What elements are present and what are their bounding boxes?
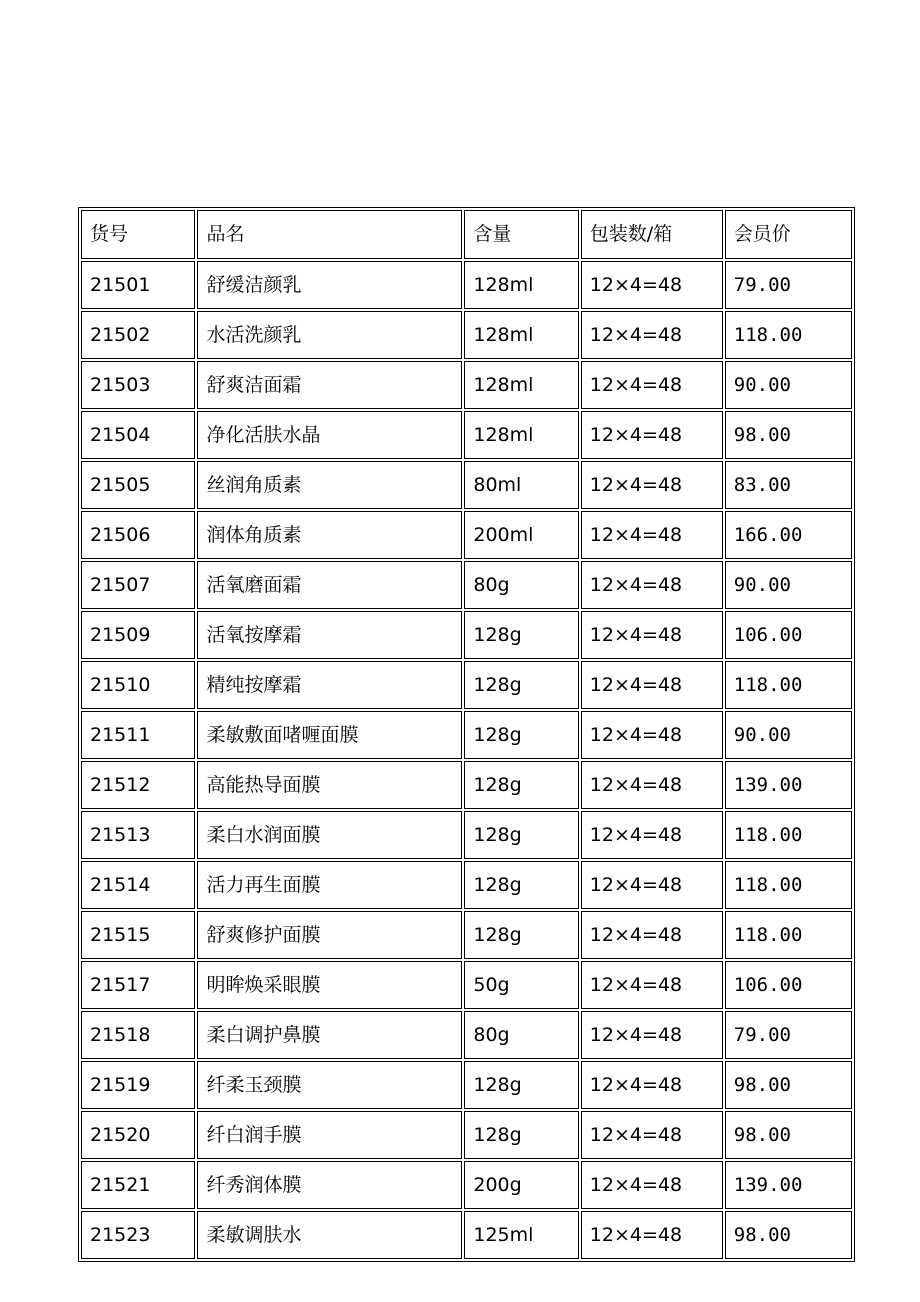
cell-product-name: 纤白润手膜 [197, 1111, 462, 1159]
cell-content: 128ml [464, 261, 578, 309]
cell-item-code: 21521 [81, 1161, 195, 1209]
cell-pack-per-box: 12×4=48 [581, 1011, 723, 1059]
cell-pack-per-box: 12×4=48 [581, 661, 723, 709]
cell-pack-per-box: 12×4=48 [581, 361, 723, 409]
cell-item-code: 21511 [81, 711, 195, 759]
cell-product-name: 纤柔玉颈膜 [197, 1061, 462, 1109]
cell-pack-per-box: 12×4=48 [581, 861, 723, 909]
table-row [81, 361, 852, 409]
cell-pack-per-box: 12×4=48 [581, 911, 723, 959]
table-row [81, 261, 852, 309]
cell-pack-per-box: 12×4=48 [581, 561, 723, 609]
cell-product-name: 水活洗颜乳 [197, 311, 462, 359]
cell-item-code: 21517 [81, 961, 195, 1009]
cell-member-price: 118.00 [725, 811, 852, 859]
cell-content: 128ml [464, 411, 578, 459]
table-body [81, 210, 852, 1259]
table-row [81, 1161, 852, 1209]
cell-member-price: 118.00 [725, 661, 852, 709]
cell-member-price: 166.00 [725, 511, 852, 559]
table-row [81, 1061, 852, 1109]
cell-member-price: 139.00 [725, 761, 852, 809]
cell-member-price: 90.00 [725, 361, 852, 409]
cell-item-code: 21520 [81, 1111, 195, 1159]
cell-item-code: 21513 [81, 811, 195, 859]
cell-item-code: 21501 [81, 261, 195, 309]
cell-content: 128g [464, 661, 578, 709]
cell-member-price: 118.00 [725, 311, 852, 359]
cell-item-code: 21510 [81, 661, 195, 709]
table-row [81, 561, 852, 609]
cell-product-name: 舒缓洁颜乳 [197, 261, 462, 309]
cell-member-price: 79.00 [725, 1011, 852, 1059]
cell-product-name: 纤秀润体膜 [197, 1161, 462, 1209]
cell-content: 200g [464, 1161, 578, 1209]
cell-member-price: 106.00 [725, 611, 852, 659]
cell-pack-per-box: 12×4=48 [581, 411, 723, 459]
cell-member-price: 90.00 [725, 561, 852, 609]
cell-content: 128g [464, 911, 578, 959]
cell-pack-per-box: 12×4=48 [581, 611, 723, 659]
cell-product-name: 丝润角质素 [197, 461, 462, 509]
cell-content: 128g [464, 811, 578, 859]
cell-item-code: 21504 [81, 411, 195, 459]
cell-pack-per-box: 12×4=48 [581, 1161, 723, 1209]
cell-content: 200ml [464, 511, 578, 559]
cell-member-price: 118.00 [725, 911, 852, 959]
cell-product-name: 舒爽洁面霜 [197, 361, 462, 409]
table-row [81, 761, 852, 809]
cell-pack-per-box: 12×4=48 [581, 1111, 723, 1159]
table-row [81, 711, 852, 759]
cell-member-price: 98.00 [725, 1061, 852, 1109]
cell-content: 80ml [464, 461, 578, 509]
cell-product-name: 活力再生面膜 [197, 861, 462, 909]
cell-pack-per-box: 12×4=48 [581, 761, 723, 809]
cell-content: 128g [464, 861, 578, 909]
table-row [81, 411, 852, 459]
cell-item-code: 21506 [81, 511, 195, 559]
table-row [81, 611, 852, 659]
table-row [81, 861, 852, 909]
cell-product-name: 明眸焕采眼膜 [197, 961, 462, 1009]
cell-item-code: 21519 [81, 1061, 195, 1109]
table-row [81, 1111, 852, 1159]
cell-member-price: 90.00 [725, 711, 852, 759]
cell-pack-per-box: 12×4=48 [581, 1211, 723, 1259]
cell-item-code: 21505 [81, 461, 195, 509]
cell-pack-per-box: 12×4=48 [581, 311, 723, 359]
cell-item-code: 21502 [81, 311, 195, 359]
header-member-price: 会员价 [725, 210, 852, 259]
cell-member-price: 83.00 [725, 461, 852, 509]
cell-product-name: 柔白水润面膜 [197, 811, 462, 859]
cell-content: 80g [464, 561, 578, 609]
header-content: 含量 [464, 210, 578, 259]
cell-member-price: 118.00 [725, 861, 852, 909]
cell-member-price: 79.00 [725, 261, 852, 309]
cell-member-price: 98.00 [725, 411, 852, 459]
table-row [81, 461, 852, 509]
table-header-row [81, 210, 852, 259]
table-row [81, 311, 852, 359]
cell-product-name: 精纯按摩霜 [197, 661, 462, 709]
header-product-name: 品名 [197, 210, 462, 259]
table-row [81, 511, 852, 559]
cell-item-code: 21503 [81, 361, 195, 409]
product-price-table [78, 207, 855, 1262]
cell-product-name: 柔敏敷面啫喱面膜 [197, 711, 462, 759]
cell-member-price: 98.00 [725, 1111, 852, 1159]
cell-member-price: 106.00 [725, 961, 852, 1009]
table-row [81, 1211, 852, 1259]
cell-item-code: 21507 [81, 561, 195, 609]
cell-content: 50g [464, 961, 578, 1009]
cell-product-name: 润体角质素 [197, 511, 462, 559]
cell-product-name: 柔敏调肤水 [197, 1211, 462, 1259]
table-row [81, 811, 852, 859]
table-row [81, 961, 852, 1009]
cell-pack-per-box: 12×4=48 [581, 811, 723, 859]
cell-product-name: 舒爽修护面膜 [197, 911, 462, 959]
cell-item-code: 21509 [81, 611, 195, 659]
cell-item-code: 21518 [81, 1011, 195, 1059]
cell-product-name: 活氧磨面霜 [197, 561, 462, 609]
cell-pack-per-box: 12×4=48 [581, 461, 723, 509]
cell-pack-per-box: 12×4=48 [581, 261, 723, 309]
cell-content: 128g [464, 1111, 578, 1159]
cell-product-name: 活氧按摩霜 [197, 611, 462, 659]
table-row [81, 1011, 852, 1059]
cell-content: 80g [464, 1011, 578, 1059]
cell-pack-per-box: 12×4=48 [581, 961, 723, 1009]
cell-member-price: 139.00 [725, 1161, 852, 1209]
cell-item-code: 21512 [81, 761, 195, 809]
cell-item-code: 21514 [81, 861, 195, 909]
header-item-code: 货号 [81, 210, 195, 259]
cell-member-price: 98.00 [725, 1211, 852, 1259]
cell-pack-per-box: 12×4=48 [581, 511, 723, 559]
cell-item-code: 21515 [81, 911, 195, 959]
cell-content: 128g [464, 711, 578, 759]
cell-content: 128g [464, 1061, 578, 1109]
table-row [81, 661, 852, 709]
cell-pack-per-box: 12×4=48 [581, 711, 723, 759]
cell-content: 128g [464, 611, 578, 659]
cell-content: 128ml [464, 311, 578, 359]
cell-content: 125ml [464, 1211, 578, 1259]
cell-content: 128ml [464, 361, 578, 409]
cell-pack-per-box: 12×4=48 [581, 1061, 723, 1109]
cell-product-name: 柔白调护鼻膜 [197, 1011, 462, 1059]
cell-product-name: 净化活肤水晶 [197, 411, 462, 459]
cell-item-code: 21523 [81, 1211, 195, 1259]
cell-product-name: 高能热导面膜 [197, 761, 462, 809]
table-row [81, 911, 852, 959]
cell-content: 128g [464, 761, 578, 809]
header-pack-per-box: 包装数/箱 [581, 210, 723, 259]
